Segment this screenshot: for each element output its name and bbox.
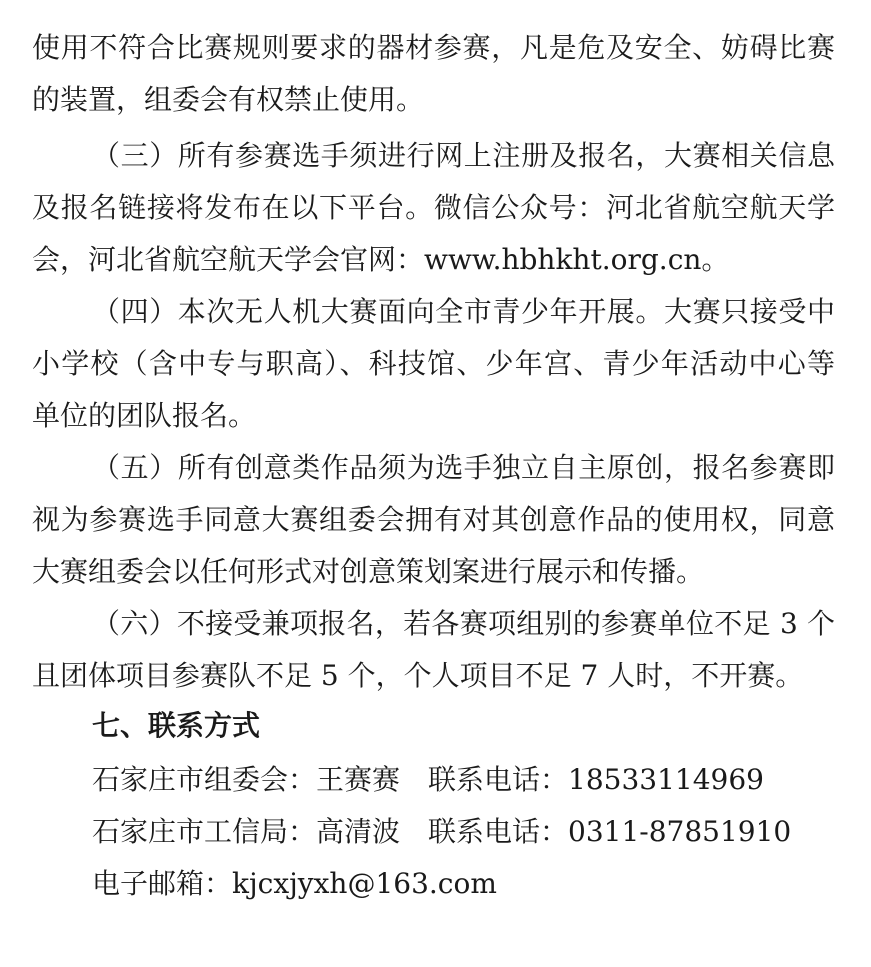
registration-paragraph-line: 及报名链接将发布在以下平台。微信公众号：河北省航空航天学 [32,191,835,224]
rules-paragraph-line: 使用不符合比赛规则要求的器材参赛，凡是危及安全、妨碍比赛 [32,31,835,64]
contact-email: 电子邮箱：kjcxjyxh@163.com [92,867,497,900]
rules-paragraph-line: 的装置，组委会有权禁止使用。 [32,83,425,116]
originality-paragraph-line: （五）所有创意类作品须为选手独立自主原创，报名参赛即 [92,451,835,484]
eligibility-paragraph-line: （四）本次无人机大赛面向全市青少年开展。大赛只接受中 [92,295,835,328]
contact-section-heading: 七、联系方式 [92,709,261,742]
eligibility-paragraph-line: 单位的团队报名。 [32,399,257,432]
contact-organizing-committee: 石家庄市组委会：王赛赛 联系电话：18533114969 [92,763,764,796]
eligibility-paragraph-line: 小学校（含中专与职高）、科技馆、少年宫、青少年活动中心等 [32,347,835,380]
originality-paragraph-line: 视为参赛选手同意大赛组委会拥有对其创意作品的使用权，同意 [32,503,835,536]
minimum-entries-paragraph-line: （六）不接受兼项报名，若各赛项组别的参赛单位不足 3 个 [92,607,835,640]
registration-paragraph-line: 会，河北省航空航天学会官网：www.hbhkht.org.cn。 [32,243,730,276]
minimum-entries-paragraph-line: 且团体项目参赛队不足 5 个，个人项目不足 7 人时，不开赛。 [32,659,804,692]
originality-paragraph-line: 大赛组委会以任何形式对创意策划案进行展示和传播。 [32,555,705,588]
registration-paragraph-line: （三）所有参赛选手须进行网上注册及报名，大赛相关信息 [92,139,835,172]
contact-industry-bureau: 石家庄市工信局：高清波 联系电话：0311-87851910 [92,815,792,848]
